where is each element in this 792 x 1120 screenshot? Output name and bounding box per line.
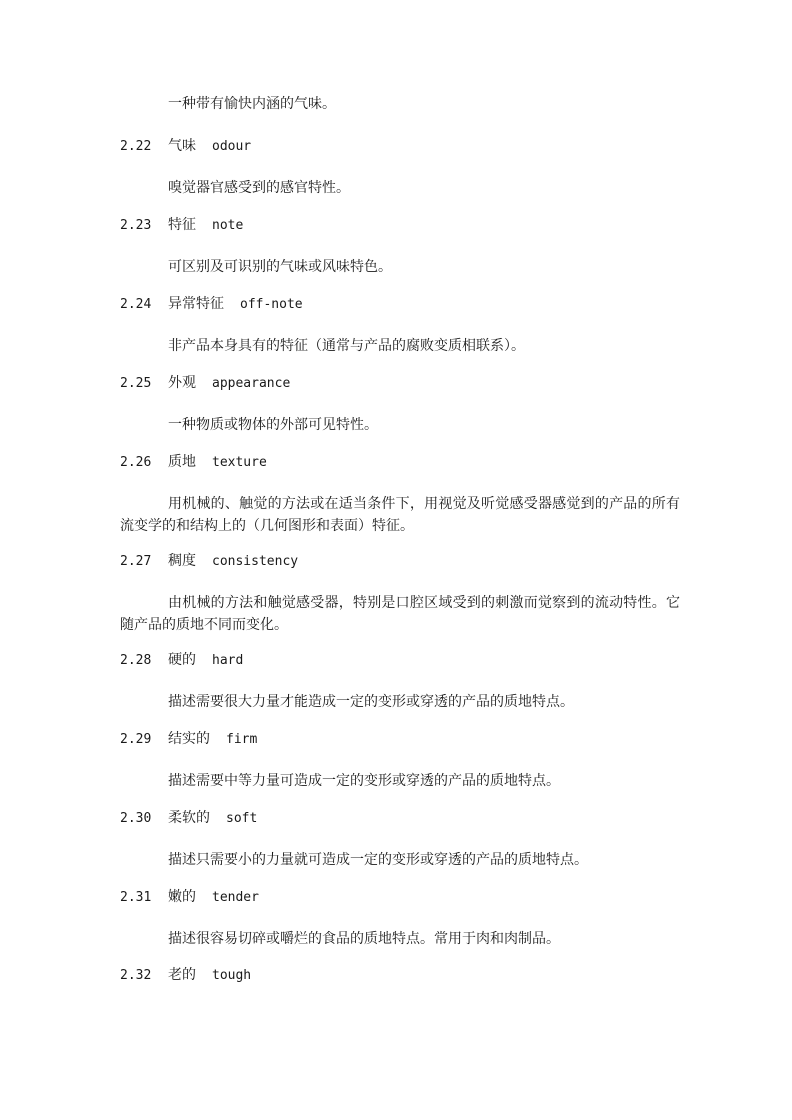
term-definition: 一种物质或物体的外部可见特性。 <box>168 417 378 433</box>
term-chinese: 异常特征 <box>168 296 224 312</box>
term-heading <box>120 808 680 829</box>
term-english: tough <box>212 968 252 983</box>
term-chinese: 老的 <box>168 967 196 983</box>
term-heading <box>120 452 680 473</box>
term-number: 2.22 <box>120 139 152 154</box>
term-english: firm <box>226 732 258 747</box>
term-definition: 嗅觉器官感受到的感官特性。 <box>168 180 350 196</box>
term-definition: 非产品本身具有的特征（通常与产品的腐败变质相联系）。 <box>168 338 525 354</box>
term-entry-tough <box>120 965 680 986</box>
term-entry-consistency <box>120 551 680 636</box>
term-entry-appearance <box>120 373 680 436</box>
term-number: 2.28 <box>120 653 152 668</box>
term-english: off-note <box>240 297 303 312</box>
term-entry-texture <box>120 452 680 537</box>
term-entry-off-note <box>120 294 680 357</box>
term-heading <box>120 887 680 908</box>
term-definition: 描述只需要小的力量就可造成一定的变形或穿透的产品的质地特点。 <box>168 852 588 868</box>
term-chinese: 嫩的 <box>168 889 196 905</box>
term-english: texture <box>212 455 267 470</box>
term-heading <box>120 551 680 572</box>
term-chinese: 外观 <box>168 375 196 391</box>
term-chinese: 特征 <box>168 217 196 233</box>
term-heading <box>120 136 680 157</box>
term-entry-odour <box>120 136 680 199</box>
term-heading <box>120 373 680 394</box>
term-heading <box>120 965 680 986</box>
term-english: odour <box>212 139 252 154</box>
term-entry-tender <box>120 887 680 950</box>
term-number: 2.25 <box>120 376 152 391</box>
term-chinese: 结实的 <box>168 731 210 747</box>
term-definition: 用机械的、触觉的方法或在适当条件下，用视觉及听觉感受器感觉到的产品的所有流变学的和结构上的（几何图形和表面）特征。 <box>120 496 680 534</box>
term-english: note <box>212 218 244 233</box>
term-definition: 由机械的方法和触觉感受器，特别是口腔区域受到的刺激而觉察到的流动特性。它随产品的质地不同而变化。 <box>120 595 680 633</box>
term-entry-soft <box>120 808 680 871</box>
term-english: soft <box>226 811 258 826</box>
term-entry-note <box>120 215 680 278</box>
term-english: appearance <box>212 376 291 391</box>
term-number: 2.31 <box>120 890 152 905</box>
term-number: 2.23 <box>120 218 152 233</box>
term-chinese: 质地 <box>168 454 196 470</box>
term-definition: 描述需要中等力量可造成一定的变形或穿透的产品的质地特点。 <box>168 773 560 789</box>
term-chinese: 柔软的 <box>168 810 210 826</box>
term-definition: 可区别及可识别的气味或风味特色。 <box>168 259 392 275</box>
term-heading <box>120 650 680 671</box>
term-chinese: 气味 <box>168 138 196 154</box>
term-number: 2.26 <box>120 455 152 470</box>
term-number: 2.32 <box>120 968 152 983</box>
term-chinese: 稠度 <box>168 553 196 569</box>
term-definition: 描述需要很大力量才能造成一定的变形或穿透的产品的质地特点。 <box>168 694 574 710</box>
term-number: 2.24 <box>120 297 152 312</box>
term-number: 2.30 <box>120 811 152 826</box>
term-heading <box>120 215 680 236</box>
term-entry-firm <box>120 729 680 792</box>
term-english: consistency <box>212 554 299 569</box>
term-chinese: 硬的 <box>168 652 196 668</box>
term-english: tender <box>212 890 259 905</box>
term-heading <box>120 729 680 750</box>
term-definition: 描述很容易切碎或嚼烂的食品的质地特点。常用于肉和肉制品。 <box>168 931 560 947</box>
term-entry-hard <box>120 650 680 713</box>
term-number: 2.29 <box>120 732 152 747</box>
term-number: 2.27 <box>120 554 152 569</box>
term-heading <box>120 294 680 315</box>
continued-definition: 一种带有愉快内涵的气味。 <box>168 96 336 112</box>
term-english: hard <box>212 653 244 668</box>
